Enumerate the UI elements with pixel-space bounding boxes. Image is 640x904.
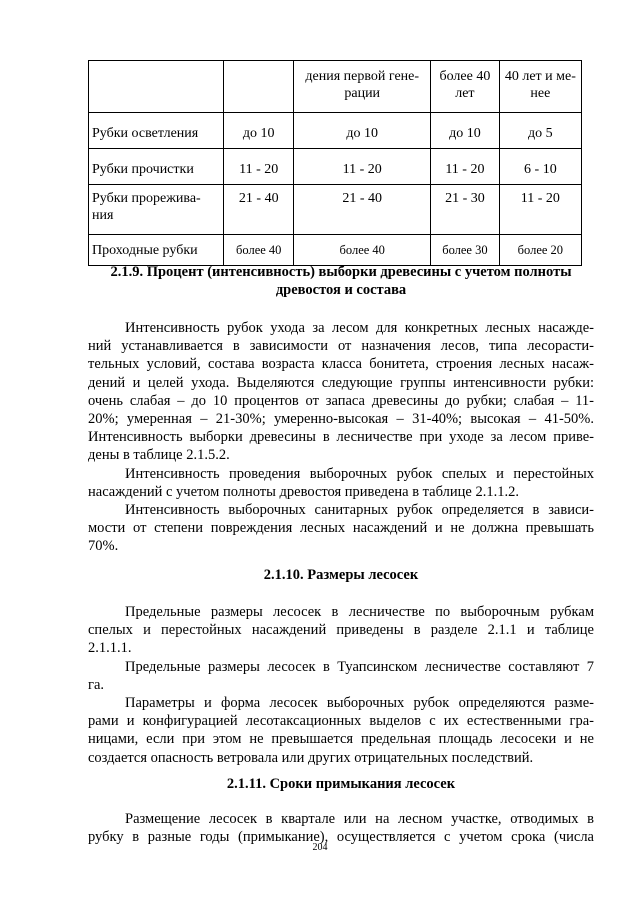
table-cell-name: Рубки прорежива- ния: [89, 185, 224, 235]
text-line: мости от степени повреждения лесных насаждений и не должна превышать: [88, 520, 594, 537]
text-line: дений и целей ухода. Выделяются следующие группы интенсивности рубки:: [88, 374, 594, 391]
table-cell: 6 - 10: [499, 149, 581, 185]
page-number: 204: [312, 842, 328, 853]
section-heading-2-1-10: [88, 567, 594, 585]
intensity-table: [88, 60, 582, 266]
table-header-cell: [89, 61, 224, 113]
table-row: [89, 149, 582, 185]
table-cell: 11 - 20: [224, 149, 294, 185]
text-line: Интенсивность рубок ухода за лесом для конкретных лесных насажде-: [125, 320, 594, 336]
table-header-cell: дения первой гене- рации: [294, 61, 431, 113]
table-cell-name: Рубки прочистки: [89, 149, 224, 185]
paragraph-intensity-groups: [88, 319, 594, 465]
paragraph-max-sizes: [88, 603, 594, 658]
text-line: 20%; умеренная – 21-30%; умеренно-высокая – 31-40%; высокая – 41-50%.: [88, 411, 594, 428]
text-line: дены в таблице 2.1.5.2.: [88, 447, 230, 464]
text-line: спелых и перестойных насаждений приведены в разделе 2.1.1 и таблице: [88, 622, 594, 639]
text-line: Параметры и форма лесосек выборочных рубок определяются разме-: [125, 695, 594, 711]
paragraph-sanitary-intensity: [88, 501, 594, 556]
table-cell: до 10: [224, 113, 294, 149]
table-row: [89, 113, 582, 149]
text-line: Интенсивность выборки древесины в лесничестве при уходе за лесом приве-: [88, 429, 594, 446]
text-line: рубку в разные годы (примыкание), осуществляется с учетом срока (числа: [88, 829, 594, 846]
text-line: Предельные размеры лесосек в Туапсинском лесничестве составляют 7: [125, 659, 594, 675]
table-cell: 21 - 40: [294, 185, 431, 235]
text-line: 70%.: [88, 538, 119, 555]
text-line: тельных условий, состава возраста класса бонитета, строения лесных насаж-: [88, 356, 594, 373]
table-row: [89, 185, 582, 235]
table-cell: 21 - 30: [431, 185, 500, 235]
text-line: рами и конфигурацией лесотаксационных выделов с их естественными гра-: [88, 713, 594, 730]
table-cell: до 5: [499, 113, 581, 149]
text-line: ний устанавливается в зависимости от назначения лесов, типа лесорасти-: [88, 338, 594, 355]
table-cell: более 20: [499, 235, 581, 266]
table-row: [89, 235, 582, 266]
table-cell: 11 - 20: [431, 149, 500, 185]
table-cell: 21 - 40: [224, 185, 294, 235]
text-line: ницами, если при этом не превышается предельная площадь лесосеки и не: [88, 731, 594, 748]
text-line: га.: [88, 677, 105, 694]
section-heading-2-1-9: [88, 264, 594, 299]
table-cell: более 40: [224, 235, 294, 266]
paragraph-parameters: [88, 694, 594, 767]
table-header-cell: более 40 лет: [431, 61, 500, 113]
table-cell: более 30: [431, 235, 500, 266]
text-line: создается опасность ветровала или других отрицательных последствий.: [88, 749, 534, 766]
paragraph-adjacency: [88, 810, 594, 846]
table-cell: до 10: [431, 113, 500, 149]
table-header-cell: [224, 61, 294, 113]
section-heading-2-1-11: [88, 776, 594, 794]
paragraph-selective-intensity: [88, 465, 594, 501]
table-header-row: [89, 61, 582, 113]
heading-line: 2.1.11. Сроки примыкания лесосек: [226, 776, 456, 792]
text-line: Размещение лесосек в квартале или на лесном участке, отводимых в: [125, 811, 594, 827]
text-line: очень слабая – до 10 процентов от запаса древесины до рубки; слабая – 11-: [88, 392, 594, 409]
heading-line: 2.1.9. Процент (интенсивность) выборки древесины с учетом полноты: [110, 264, 572, 280]
table-cell-name: Рубки осветления: [89, 113, 224, 149]
table-header-cell: 40 лет и ме- нее: [499, 61, 581, 113]
heading-line: 2.1.10. Размеры лесосек: [263, 567, 419, 583]
table-cell: до 10: [294, 113, 431, 149]
table-cell: 11 - 20: [499, 185, 581, 235]
text-line: Интенсивность проведения выборочных рубок спелых и перестойных: [125, 466, 594, 482]
table-cell: 11 - 20: [294, 149, 431, 185]
table-cell: более 40: [294, 235, 431, 266]
paragraph-tuapse-sizes: [88, 658, 594, 694]
heading-line: древостоя и состава: [275, 281, 407, 298]
table-cell-name: Проходные рубки: [89, 235, 224, 266]
text-line: 2.1.1.1.: [88, 640, 132, 657]
text-line: Предельные размеры лесосек в лесничестве по выборочным рубкам: [125, 604, 594, 620]
text-line: насаждений с учетом полноты древостоя приведена в таблице 2.1.1.2.: [88, 484, 519, 501]
text-line: Интенсивность выборочных санитарных рубок определяется в зависи-: [125, 502, 594, 518]
